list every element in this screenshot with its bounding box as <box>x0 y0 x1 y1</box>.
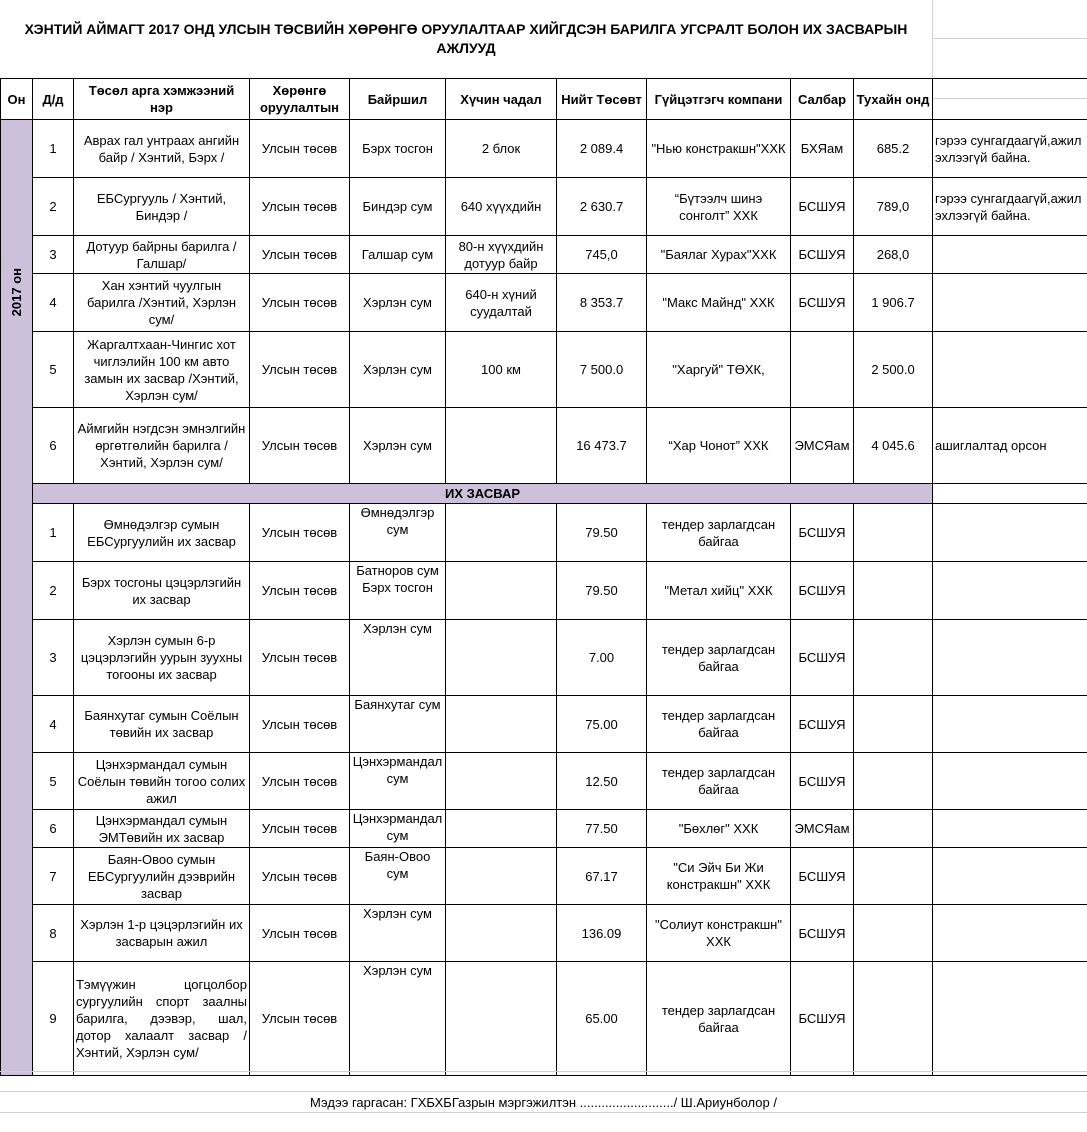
capacity <box>446 810 557 848</box>
header-total: Нийт Төсөвт <box>557 79 647 120</box>
project-name: Цэнхэрмандал сумын ЭМТөвийн их засвар <box>74 810 250 848</box>
current-year-amount: 2 500.0 <box>854 332 933 408</box>
row-number: 4 <box>33 274 74 332</box>
note <box>933 236 1087 274</box>
sector <box>791 332 854 408</box>
current-year-amount: 268,0 <box>854 236 933 274</box>
note: гэрээ сунгагдаагүй,ажил эхлээгүй байна. <box>933 120 1087 178</box>
sector: БСШУЯ <box>791 178 854 236</box>
sector: БХЯам <box>791 120 854 178</box>
sector: ЭМСЯам <box>791 810 854 848</box>
location: Бэрх тосгон <box>350 120 446 178</box>
header-sector: Салбар <box>791 79 854 120</box>
table-row <box>1 332 1087 408</box>
row-number: 8 <box>33 905 74 962</box>
capacity <box>446 504 557 562</box>
note <box>933 620 1087 696</box>
table-row <box>1 962 1087 1076</box>
grid-line <box>0 1112 1087 1113</box>
current-year-amount <box>854 562 933 620</box>
capacity: 100 км <box>446 332 557 408</box>
contractor: "Макс Майнд" ХХК <box>647 274 791 332</box>
contractor: тендер зарлагдсан байгаа <box>647 620 791 696</box>
funding-source: Улсын төсөв <box>250 236 350 274</box>
location: Баян-Овоо сум <box>350 848 446 905</box>
location: Цэнхэрмандал сум <box>350 753 446 810</box>
table-row <box>1 236 1087 274</box>
project-name: ЕБСургууль / Хэнтий, Биндэр / <box>74 178 250 236</box>
total-budget: 7 500.0 <box>557 332 647 408</box>
row-number: 6 <box>33 810 74 848</box>
table-row <box>1 905 1087 962</box>
project-name: Жаргалтхаан-Чингис хот чиглэлийн 100 км авто замын их засвар /Хэнтий, Хэрлэн сум/ <box>74 332 250 408</box>
project-name: Аврах гал унтраах ангийн байр / Хэнтий, Бэрх / <box>74 120 250 178</box>
total-budget: 79.50 <box>557 562 647 620</box>
header-source: Хөрөнгө оруулалтын <box>250 79 350 120</box>
row-number: 7 <box>33 848 74 905</box>
row-number: 1 <box>33 120 74 178</box>
table-row <box>1 620 1087 696</box>
total-budget: 12.50 <box>557 753 647 810</box>
note <box>933 332 1087 408</box>
contractor: тендер зарлагдсан байгаа <box>647 962 791 1076</box>
capacity <box>446 905 557 962</box>
sector: БСШУЯ <box>791 504 854 562</box>
capacity: 2 блок <box>446 120 557 178</box>
grid-line <box>0 1071 1087 1072</box>
sector: БСШУЯ <box>791 620 854 696</box>
current-year-amount <box>854 696 933 753</box>
total-budget: 8 353.7 <box>557 274 647 332</box>
contractor: “Бүтээлч шинэ сонголт” ХХК <box>647 178 791 236</box>
header-capacity: Хүчин чадал <box>446 79 557 120</box>
sector: БСШУЯ <box>791 848 854 905</box>
table-row <box>1 810 1087 848</box>
table-row <box>1 504 1087 562</box>
capacity <box>446 848 557 905</box>
table-row <box>1 120 1087 178</box>
project-name: Дотуур байрны барилга /Галшар/ <box>74 236 250 274</box>
year-label: 2017 он <box>9 268 24 317</box>
capacity <box>446 620 557 696</box>
projects-table <box>0 78 1087 1076</box>
empty-title-cells <box>932 0 1087 78</box>
current-year-amount <box>854 848 933 905</box>
sector: БСШУЯ <box>791 905 854 962</box>
total-budget: 79.50 <box>557 504 647 562</box>
table-row <box>1 753 1087 810</box>
note <box>933 962 1087 1076</box>
project-name: Аймгийн нэгдсэн эмнэлгийн өргөтгөлийн барилга /Хэнтий, Хэрлэн сум/ <box>74 408 250 484</box>
funding-source: Улсын төсөв <box>250 178 350 236</box>
note <box>933 848 1087 905</box>
capacity <box>446 962 557 1076</box>
sector: БСШУЯ <box>791 274 854 332</box>
location: Хэрлэн сум <box>350 332 446 408</box>
row-number: 6 <box>33 408 74 484</box>
funding-source: Улсын төсөв <box>250 620 350 696</box>
funding-source: Улсын төсөв <box>250 120 350 178</box>
note: ашиглалтад орсон <box>933 408 1087 484</box>
location: Батноров сум Бэрх тосгон <box>350 562 446 620</box>
capacity <box>446 408 557 484</box>
project-name: Бэрх тосгоны цэцэрлэгийн их засвар <box>74 562 250 620</box>
note <box>933 562 1087 620</box>
funding-source: Улсын төсөв <box>250 810 350 848</box>
header-contractor: Гүйцэтгэгч компани <box>647 79 791 120</box>
capacity <box>446 753 557 810</box>
row-number: 9 <box>33 962 74 1076</box>
total-budget: 2 630.7 <box>557 178 647 236</box>
current-year-amount: 685.2 <box>854 120 933 178</box>
capacity <box>446 562 557 620</box>
table-row <box>1 562 1087 620</box>
location: Хэрлэн сум <box>350 905 446 962</box>
table-row <box>1 696 1087 753</box>
funding-source: Улсын төсөв <box>250 274 350 332</box>
note <box>933 810 1087 848</box>
contractor: тендер зарлагдсан байгаа <box>647 504 791 562</box>
contractor: тендер зарлагдсан байгаа <box>647 753 791 810</box>
row-number: 3 <box>33 236 74 274</box>
location: Хэрлэн сум <box>350 274 446 332</box>
funding-source: Улсын төсөв <box>250 753 350 810</box>
sector: БСШУЯ <box>791 753 854 810</box>
row-number: 5 <box>33 332 74 408</box>
current-year-amount <box>854 504 933 562</box>
location: Цэнхэрмандал сум <box>350 810 446 848</box>
note <box>933 753 1087 810</box>
funding-source: Улсын төсөв <box>250 905 350 962</box>
sector: БСШУЯ <box>791 562 854 620</box>
current-year-amount: 1 906.7 <box>854 274 933 332</box>
project-name: Цэнхэрмандал сумын Соёлын төвийн тогоо солих ажил <box>74 753 250 810</box>
location: Өмнөдэлгэр сум <box>350 504 446 562</box>
capacity <box>446 696 557 753</box>
contractor: "Бөхлөг" ХХК <box>647 810 791 848</box>
contractor: "Солиут констракшн" ХХК <box>647 905 791 962</box>
total-budget: 65.00 <box>557 962 647 1076</box>
total-budget: 67.17 <box>557 848 647 905</box>
contractor: “Хар Чонот” ХХК <box>647 408 791 484</box>
total-budget: 745,0 <box>557 236 647 274</box>
sector: БСШУЯ <box>791 696 854 753</box>
header-row <box>1 79 1087 120</box>
footer-note: Мэдээ гаргасан: ГХБХБГазрын мэргэжилтэн ........................../ Ш.Ариунболор / <box>310 1094 777 1110</box>
row-number: 4 <box>33 696 74 753</box>
sector: БСШУЯ <box>791 236 854 274</box>
funding-source: Улсын төсөв <box>250 504 350 562</box>
header-name: Төсөл арга хэмжээний нэр <box>74 79 250 120</box>
note <box>933 696 1087 753</box>
header-year: Он <box>1 79 33 120</box>
sector: БСШУЯ <box>791 962 854 1076</box>
row-number: 1 <box>33 504 74 562</box>
current-year-amount <box>854 753 933 810</box>
note <box>933 274 1087 332</box>
total-budget: 16 473.7 <box>557 408 647 484</box>
header-note <box>933 79 1087 120</box>
note <box>933 905 1087 962</box>
header-location: Байршил <box>350 79 446 120</box>
project-name: Хэрлэн сумын 6-р цэцэрлэгийн уурын зуухны тогооны их засвар <box>74 620 250 696</box>
current-year-amount <box>854 620 933 696</box>
capacity: 640-н хүний суудалтай <box>446 274 557 332</box>
table-row <box>1 848 1087 905</box>
location: Хэрлэн сум <box>350 620 446 696</box>
funding-source: Улсын төсөв <box>250 696 350 753</box>
location: Хэрлэн сум <box>350 962 446 1076</box>
location: Баянхутаг сум <box>350 696 446 753</box>
contractor: "Нью констракшн"ХХК <box>647 120 791 178</box>
funding-source: Улсын төсөв <box>250 408 350 484</box>
table-row <box>1 274 1087 332</box>
row-number: 3 <box>33 620 74 696</box>
funding-source: Улсын төсөв <box>250 848 350 905</box>
project-name: Өмнөдэлгэр сумын ЕБСургуулийн их засвар <box>74 504 250 562</box>
note: гэрээ сунгагдаагүй,ажил эхлээгүй байна. <box>933 178 1087 236</box>
row-number: 2 <box>33 562 74 620</box>
funding-source: Улсын төсөв <box>250 962 350 1076</box>
note <box>933 504 1087 562</box>
project-name: Хан хэнтий чуулгын барилга /Хэнтий, Хэрлэн сум/ <box>74 274 250 332</box>
location: Галшар сум <box>350 236 446 274</box>
table-row <box>1 408 1087 484</box>
contractor: "Метал хийц" ХХК <box>647 562 791 620</box>
total-budget: 136.09 <box>557 905 647 962</box>
table-row <box>1 178 1087 236</box>
page-title: ХЭНТИЙ АЙМАГТ 2017 ОНД УЛСЫН ТӨСВИЙН ХӨРӨНГӨ ОРУУЛАЛТААР ХИЙГДСЭН БАРИЛГА УГСРАЛТ БОЛОН ИХ ЗАСВАРЫН АЖЛУУД <box>24 21 908 56</box>
contractor: "Баялаг Хурах"ХХК <box>647 236 791 274</box>
header-current-year: Тухайн онд <box>854 79 933 120</box>
total-budget: 77.50 <box>557 810 647 848</box>
project-name: Баян-Овоо сумын ЕБСургуулийн дээврийн засвар <box>74 848 250 905</box>
note <box>933 484 1087 504</box>
current-year-amount: 789,0 <box>854 178 933 236</box>
project-name: Тэмүүжин цогцолбор сургуулийн спорт заалны барилга, дээвэр, шал, дотор халаалт засвар /Хэнтий, Хэрлэн сум/ <box>74 962 250 1076</box>
section-row <box>1 484 1087 504</box>
total-budget: 2 089.4 <box>557 120 647 178</box>
current-year-amount <box>854 905 933 962</box>
total-budget: 75.00 <box>557 696 647 753</box>
total-budget: 7.00 <box>557 620 647 696</box>
project-name: Хэрлэн 1-р цэцэрлэгийн их засварын ажил <box>74 905 250 962</box>
sector: ЭМСЯам <box>791 408 854 484</box>
header-num: Д/д <box>33 79 74 120</box>
section-title: ИХ ЗАСВАР <box>33 484 933 504</box>
funding-source: Улсын төсөв <box>250 332 350 408</box>
year-cell <box>1 120 33 1076</box>
row-number: 5 <box>33 753 74 810</box>
location: Хэрлэн сум <box>350 408 446 484</box>
current-year-amount <box>854 810 933 848</box>
contractor: "Си Эйч Би Жи констракшн" ХХК <box>647 848 791 905</box>
contractor: "Харгуй" ТӨХК, <box>647 332 791 408</box>
current-year-amount: 4 045.6 <box>854 408 933 484</box>
project-name: Баянхутаг сумын Соёлын төвийн их засвар <box>74 696 250 753</box>
funding-source: Улсын төсөв <box>250 562 350 620</box>
location: Биндэр сум <box>350 178 446 236</box>
contractor: тендер зарлагдсан байгаа <box>647 696 791 753</box>
row-number: 2 <box>33 178 74 236</box>
capacity: 640 хүүхдийн <box>446 178 557 236</box>
current-year-amount <box>854 962 933 1076</box>
capacity: 80-н хүүхдийн дотуур байр <box>446 236 557 274</box>
